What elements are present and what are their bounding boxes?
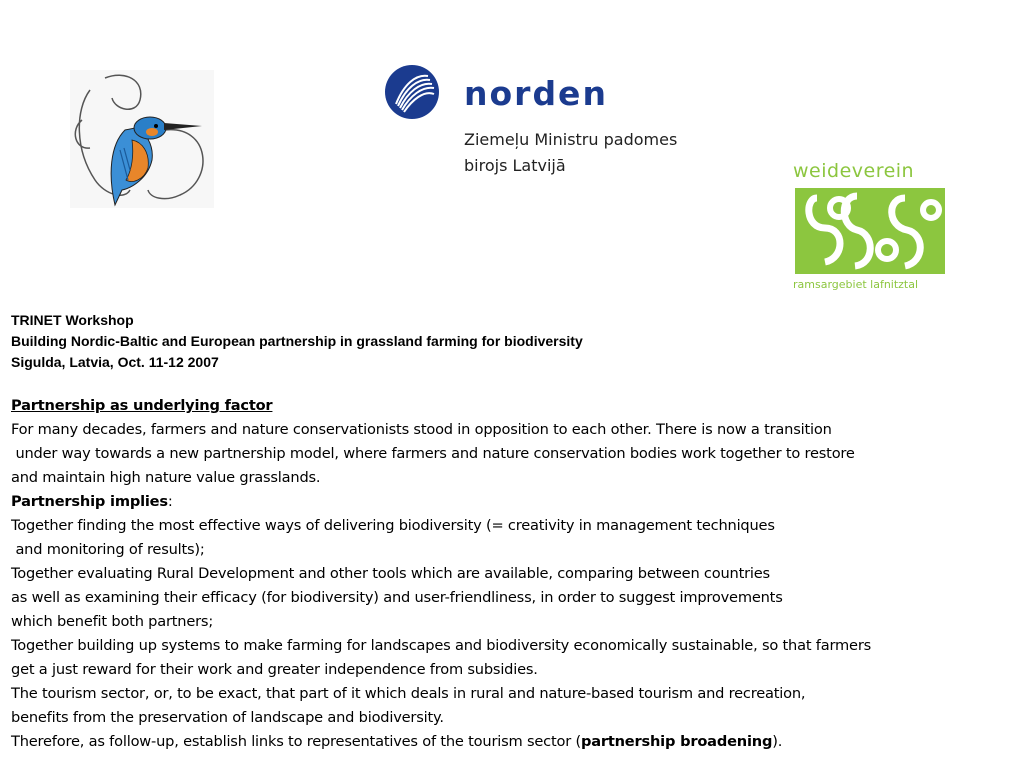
paragraph-line: under way towards a new partnership model, where farmers and nature conservation bodies work together to restore (11, 445, 855, 462)
tourism-line: The tourism sector, or, to be exact, that part of it which deals in rural and nature-based tourism and recreation, (11, 685, 806, 702)
followup-line (11, 730, 1016, 754)
weideverein-title: weideverein (793, 160, 915, 182)
section-title: Partnership as underlying factor (11, 397, 273, 414)
implies-item-line: and monitoring of results); (11, 541, 205, 558)
norden-wordmark: norden (464, 74, 608, 113)
followup-pre: Therefore, as follow-up, establish links to representatives of the tourism sector ( (11, 733, 581, 750)
weideverein-subtitle: ramsargebiet lafnitztal (793, 278, 919, 291)
kingfisher-logo (70, 70, 214, 208)
implies-item-line: which benefit both partners; (11, 613, 214, 630)
partnership-broadening: partnership broadening (580, 733, 773, 750)
norden-subtitle-line1: Ziemeļu Ministru padomes (464, 130, 678, 149)
implies-item-line: Together evaluating Rural Development and other tools which are available, comparing between countries (11, 565, 770, 582)
implies-item-line: as well as examining their efficacy (for biodiversity) and user-friendliness, in order to suggest improvements (11, 589, 783, 606)
header-line-3: Sigulda, Latvia, Oct. 11-12 2007 (11, 354, 219, 370)
weideverein-pattern-icon (795, 188, 945, 274)
norden-swan-icon (384, 64, 440, 120)
implies-heading (11, 490, 1016, 514)
implies-colon: : (167, 493, 173, 510)
implies-item-line: get a just reward for their work and greater independence from subsidies. (11, 661, 538, 678)
paragraph-line: and maintain high nature value grasslands. (11, 469, 321, 486)
header-line-2: Building Nordic-Baltic and European partnership in grassland farming for biodiversity (11, 333, 583, 349)
implies-item-line: Together building up systems to make farming for landscapes and biodiversity economically sustainable, so that farmers (11, 637, 872, 654)
implies-label: Partnership implies (11, 493, 168, 510)
tourism-line: benefits from the preservation of landscape and biodiversity. (11, 709, 444, 726)
followup-post: ). (772, 733, 783, 750)
norden-logo (384, 62, 684, 182)
kingfisher-icon (70, 70, 214, 208)
weideverein-logo (793, 160, 949, 298)
implies-item-line: Together finding the most effective ways of delivering biodiversity (= creativity in management techniques (11, 517, 775, 534)
norden-subtitle-line2: birojs Latvijā (464, 156, 566, 175)
header-line-1: TRINET Workshop (11, 312, 134, 328)
paragraph-line: For many decades, farmers and nature conservationists stood in opposition to each other. There is now a transition (11, 421, 832, 438)
body-text (11, 394, 1016, 754)
workshop-header (11, 310, 583, 373)
